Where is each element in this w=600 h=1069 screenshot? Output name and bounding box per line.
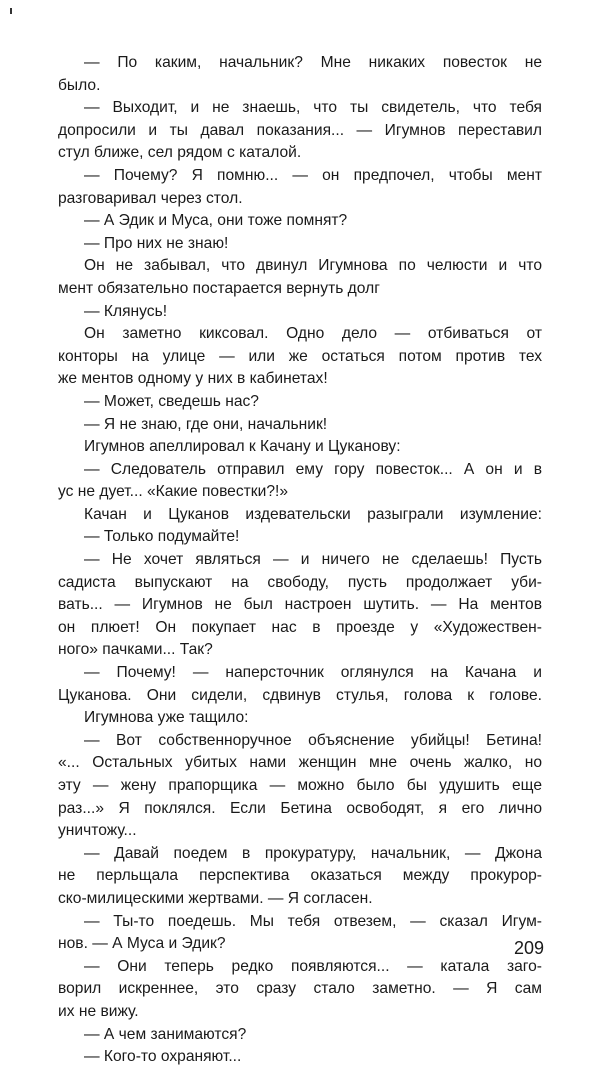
text-line: он плюет! Он покупает нас в проезде у «Художествен- — [58, 618, 542, 636]
text-line: — Только подумайте! — [84, 528, 240, 546]
text-line: — Следователь отправил ему гору повесток... А он и в — [84, 460, 542, 478]
text-line: — Может, сведешь нас? — [84, 392, 259, 410]
text-line: ного» пачками... Так? — [58, 641, 213, 659]
text-line: раз...» Я поклялся. Если Бетина освободят, я его лично — [58, 799, 542, 817]
text-line: Он заметно киксовал. Одно дело — отбиваться от — [84, 325, 542, 343]
text-line: их не вижу. — [58, 1002, 139, 1020]
text-line: не перльщала перспектива оказаться между прокурор- — [58, 867, 542, 885]
page-number: 209 — [513, 938, 544, 958]
text-line: — Почему! — наперсточник оглянулся на Качана и — [84, 664, 542, 682]
page-text — [58, 52, 542, 1069]
text-line: Цуканова. Они сидели, сдвинув стулья, голова к голове. — [58, 686, 542, 704]
text-line: — Они теперь редко появляются... — катала заго- — [84, 957, 542, 975]
text-line: — Клянусь! — [84, 302, 168, 320]
text-line: Он не забывал, что двинул Игумнова по челюсти и что — [84, 257, 542, 275]
text-line: ус не дует... «Какие повестки?!» — [58, 483, 288, 501]
text-line: ворил искреннее, это сразу стало заметно. — Я сам — [58, 980, 542, 998]
text-line: — Про них не знаю! — [84, 234, 229, 252]
text-line: допросили и ты давал показания... — Игумнов переставил — [58, 121, 542, 139]
text-line: — Я не знаю, где они, начальник! — [84, 415, 328, 433]
corner-mark — [10, 8, 12, 14]
text-line: стул ближе, сел рядом с каталой. — [58, 144, 302, 162]
text-line: — Вот собственноручное объяснение убийцы! Бетина! — [84, 731, 542, 749]
text-line: — Почему? Я помню... — он предпочел, чтобы мент — [84, 166, 542, 184]
text-line: — Кого-то охраняют... — [84, 1048, 242, 1066]
text-line: — А чем занимаются? — [84, 1025, 247, 1043]
text-line: мент обязательно постарается вернуть долг — [58, 279, 380, 297]
text-line: нов. — А Муса и Эдик? — [58, 935, 226, 953]
text-line: разговаривал через стол. — [58, 189, 243, 207]
text-line: — По каким, начальник? Мне никаких повесток не — [84, 54, 542, 71]
text-line: — Выходит, и не знаешь, что ты свидетель, что тебя — [84, 99, 542, 117]
text-line: конторы на улице — или же остаться потом против тех — [58, 347, 542, 365]
text-line: Игумнов апеллировал к Качану и Цуканову: — [84, 438, 401, 456]
text-line: — Не хочет являться — и ничего не сделаешь! Пусть — [84, 551, 542, 569]
text-line: эту — жену прапорщика — можно было бы удушить еще — [58, 777, 542, 794]
text-line: Игумнова уже тащило: — [84, 709, 249, 727]
text-line: — Давай поедем в прокуратуру, начальник, — Джона — [84, 844, 542, 862]
text-line: «... Остальных убитых нами женщин мне очень жалко, но — [58, 754, 542, 772]
text-line: же ментов одному у них в кабинетах! — [58, 370, 328, 388]
text-line: было. — [58, 76, 101, 94]
text-line: Качан и Цуканов издевательски разыграли изумление: — [84, 505, 542, 523]
text-line: — Ты-то поедешь. Мы тебя отвезем, — сказал Игум- — [84, 912, 542, 930]
text-line: уничтожу... — [58, 822, 137, 840]
text-line: вать... — Игумнов не был настроен шутить. — На ментов — [58, 596, 542, 614]
text-line: ско-милицескими жертвами. — Я согласен. — [58, 889, 373, 907]
text-line: садиста выпускают на свободу, пусть продолжает уби- — [58, 573, 542, 591]
text-line: — А Эдик и Муса, они тоже помнят? — [84, 212, 348, 230]
